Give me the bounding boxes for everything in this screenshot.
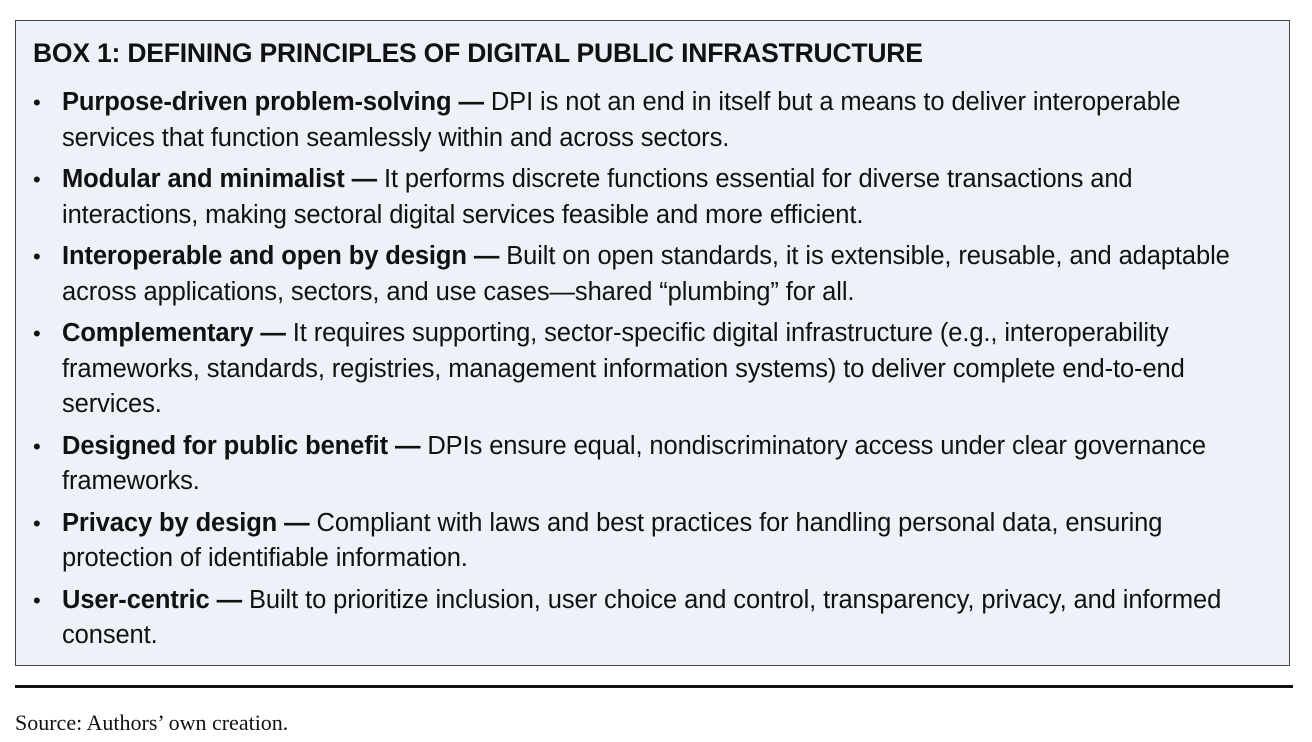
bullet-icon: • [33,244,41,269]
principle-description: It requires supporting, sector-specific digital infrastructure (e.g., interoperability frameworks, standards, registries, management information systems) to deliver complete end-to-end services. [62,319,1185,418]
bullet-icon: • [33,510,41,536]
source-note: Source: Authors’ own creation. [15,710,289,735]
bullet-icon: • [33,321,41,346]
principle-description: Built on open standards, it is extensible, reusable, and adaptable across applications, sectors, and use cases—shared “plumbing” for all. [62,242,1230,306]
list-item-complementary [33,316,1273,423]
principle-term: Privacy by design — [62,508,310,537]
principle-term: User-centric — [62,585,243,614]
principles-list [33,85,1273,654]
principle-description: Compliant with laws and best practices for handling personal data, ensuring protection of identifiable information. [62,508,1163,572]
bullet-icon: • [33,90,41,115]
principle-description: Built to prioritize inclusion, user choice and control, transparency, privacy, and informed consent. [62,585,1222,649]
bullet-icon: • [33,433,41,459]
principle-description: It performs discrete functions essential for diverse transactions and interactions, making sectoral digital services feasible and more efficient. [62,165,1133,229]
bullet-icon: • [33,167,41,192]
principle-term: Complementary — [62,319,286,347]
divider [15,685,1293,688]
principle-description: DPI is not an end in itself but a means to deliver interoperable services that function seamlessly within and across sectors. [62,88,1181,152]
list-item-interoperable [33,239,1273,310]
list-item-modular [33,162,1273,233]
principle-term: Designed for public benefit — [62,431,421,460]
principles-box [15,20,1290,666]
box-title: BOX 1: DEFINING PRINCIPLES OF DIGITAL PUBLIC INFRASTRUCTURE [33,38,923,68]
list-item-privacy [33,506,1273,577]
principle-term: Interoperable and open by design — [62,242,500,270]
principle-term: Purpose-driven problem-solving — [62,88,484,116]
list-item-user-centric [33,583,1273,654]
list-item-public-benefit [33,429,1273,500]
list-item-purpose-driven [33,85,1273,156]
bullet-icon: • [33,587,41,613]
principle-term: Modular and minimalist — [62,165,377,193]
principle-description: DPIs ensure equal, nondiscriminatory access under clear governance frameworks. [62,431,1207,495]
